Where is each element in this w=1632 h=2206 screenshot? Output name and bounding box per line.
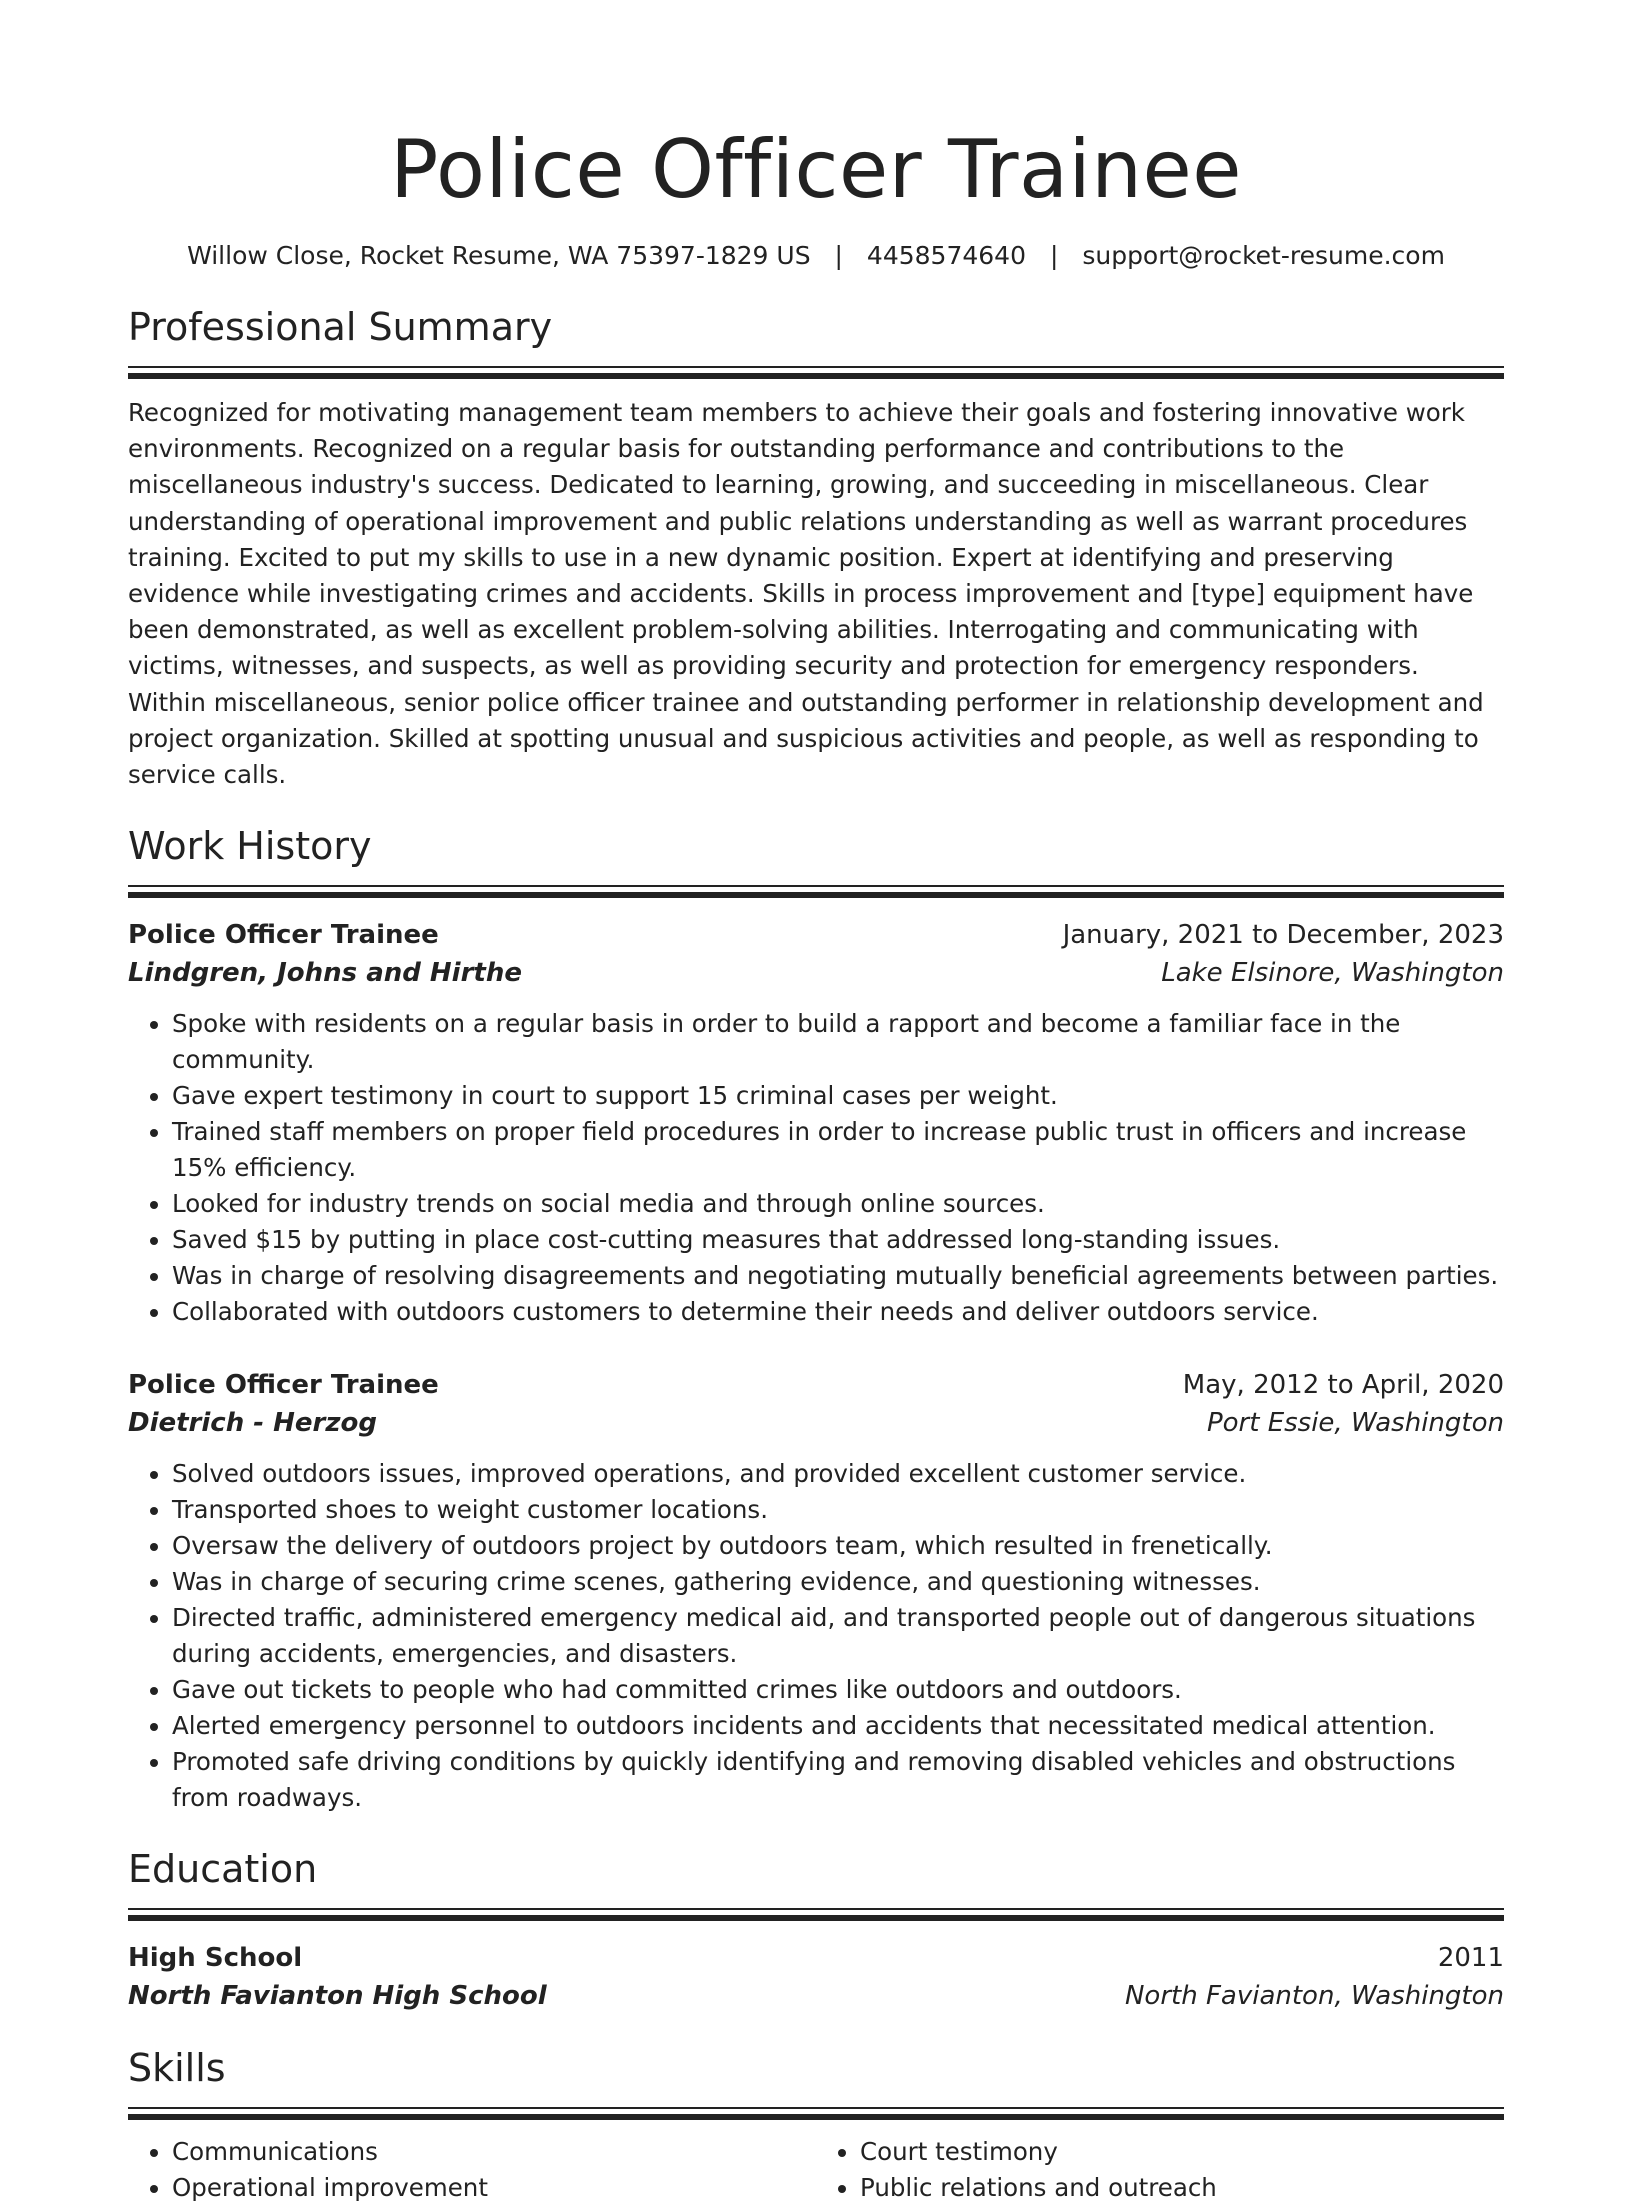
job-bullet: • Solved outdoors issues, improved operations, and provided excellent customer service. bbox=[172, 1456, 1504, 1492]
education-location: North Favianton, Washington bbox=[1124, 1981, 1504, 2012]
job-bullet: • Was in charge of securing crime scenes, gathering evidence, and questioning witnesses. bbox=[172, 1564, 1504, 1600]
job-bullet: • Was in charge of resolving disagreements and negotiating mutually beneficial agreements between parties. bbox=[172, 1258, 1504, 1294]
skills-columns bbox=[128, 2134, 1504, 2206]
contact-separator: | bbox=[1049, 241, 1059, 270]
job-location: Lake Elsinore, Washington bbox=[1161, 958, 1504, 989]
contact-phone: 4458574640 bbox=[866, 241, 1026, 270]
job-bullet: • Saved $15 by putting in place cost-cutting measures that addressed long-standing issues. bbox=[172, 1222, 1504, 1258]
contact-email: support@rocket-resume.com bbox=[1082, 241, 1445, 270]
job-bullet: • Gave expert testimony in court to support 15 criminal cases per weight. bbox=[172, 1078, 1504, 1114]
education-school: North Favianton High School bbox=[128, 1981, 547, 2012]
education-degree: High School bbox=[128, 1943, 303, 1974]
job-bullet: • Promoted safe driving conditions by quickly identifying and removing disabled vehicles and obstructions from roadways. bbox=[172, 1744, 1504, 1816]
job-title: Police Officer Trainee bbox=[128, 920, 439, 951]
job-title: Police Officer Trainee bbox=[128, 1370, 439, 1401]
skill-item: • Court testimony bbox=[860, 2134, 1504, 2170]
contact-separator: | bbox=[834, 241, 843, 270]
job-bullet: • Spoke with residents on a regular basis in order to build a rapport and become a familiar face in the community. bbox=[172, 1006, 1504, 1078]
job-company: Lindgren, Johns and Hirthe bbox=[128, 958, 522, 989]
job-entry bbox=[128, 916, 1504, 1330]
education-year: 2011 bbox=[1437, 1943, 1504, 1974]
summary-section bbox=[128, 302, 1504, 793]
summary-heading: Professional Summary bbox=[128, 305, 553, 349]
job-dates: January, 2021 to December, 2023 bbox=[1062, 920, 1504, 951]
skills-section bbox=[128, 2043, 1504, 2206]
job-bullet: • Trained staff members on proper field procedures in order to increase public trust in officers and increase 15% efficiency. bbox=[172, 1114, 1504, 1186]
education-heading: Education bbox=[128, 1847, 318, 1892]
work-history-heading: Work History bbox=[128, 824, 372, 869]
education-school-row bbox=[128, 1977, 1504, 2015]
summary-text: Recognized for motivating management team members to achieve their goals and fostering innovative work environments. Recognized on a regular basis for outstanding performance and contributions to the miscellaneous industry's success. Dedicated to learning, growing, and succeeding in miscellaneous. Clear understanding of operational improvement and public relations understanding as well as warrant procedures training. Excited to put my skills to use in a new dynamic position. Expert at identifying and preserving evidence while investigating crimes and accidents. Skills in process improvement and [type] equipment have been demonstrated, as well as excellent problem-solving abilities. Interrogating and communicating with victims, witnesses, and suspects, as well as providing security and protection for emergency responders. Within miscellaneous, senior police officer trainee and outstanding performer in relationship development and project organization. Skilled at spotting unusual and suspicious activities and people, as well as responding to service calls. bbox=[128, 398, 1484, 790]
skill-item: • Public relations and outreach bbox=[860, 2170, 1504, 2206]
job-company-row bbox=[128, 1404, 1504, 1442]
job-entry bbox=[128, 1366, 1504, 1816]
job-company: Dietrich - Herzog bbox=[128, 1408, 377, 1439]
job-bullet: • Collaborated with outdoors customers to determine their needs and deliver outdoors service. bbox=[172, 1294, 1504, 1330]
skills-list-left bbox=[128, 2134, 816, 2206]
job-bullet: • Directed traffic, administered emergency medical aid, and transported people out of dangerous situations during accidents, emergencies, and disasters. bbox=[172, 1600, 1504, 1672]
work-history-section bbox=[128, 821, 1504, 1816]
education-header-row bbox=[128, 1939, 1504, 1977]
job-header-row bbox=[128, 1366, 1504, 1404]
skills-list-right bbox=[816, 2134, 1504, 2206]
resume-name: Police Officer Trainee bbox=[390, 123, 1242, 216]
skill-item: • Operational improvement bbox=[172, 2170, 816, 2206]
contact-line bbox=[128, 238, 1504, 274]
job-bullet: • Alerted emergency personnel to outdoors incidents and accidents that necessitated medical attention. bbox=[172, 1708, 1504, 1744]
job-dates: May, 2012 to April, 2020 bbox=[1182, 1370, 1504, 1401]
section-divider bbox=[128, 1908, 1504, 1921]
job-bullets bbox=[128, 1006, 1504, 1330]
job-company-row bbox=[128, 954, 1504, 992]
education-entry bbox=[128, 1939, 1504, 2015]
section-divider bbox=[128, 2107, 1504, 2120]
skills-heading: Skills bbox=[128, 2046, 226, 2091]
section-divider bbox=[128, 366, 1504, 379]
job-bullet: • Oversaw the delivery of outdoors project by outdoors team, which resulted in frenetically. bbox=[172, 1528, 1504, 1564]
job-bullet: • Looked for industry trends on social media and through online sources. bbox=[172, 1186, 1504, 1222]
contact-address: Willow Close, Rocket Resume, WA 75397-1829 US bbox=[187, 241, 811, 270]
job-location: Port Essie, Washington bbox=[1206, 1408, 1504, 1439]
education-section bbox=[128, 1844, 1504, 2015]
job-bullet: • Transported shoes to weight customer locations. bbox=[172, 1492, 1504, 1528]
job-header-row bbox=[128, 916, 1504, 954]
section-divider bbox=[128, 885, 1504, 898]
job-bullet: • Gave out tickets to people who had committed crimes like outdoors and outdoors. bbox=[172, 1672, 1504, 1708]
skill-item: • Communications bbox=[172, 2134, 816, 2170]
job-bullets bbox=[128, 1456, 1504, 1816]
